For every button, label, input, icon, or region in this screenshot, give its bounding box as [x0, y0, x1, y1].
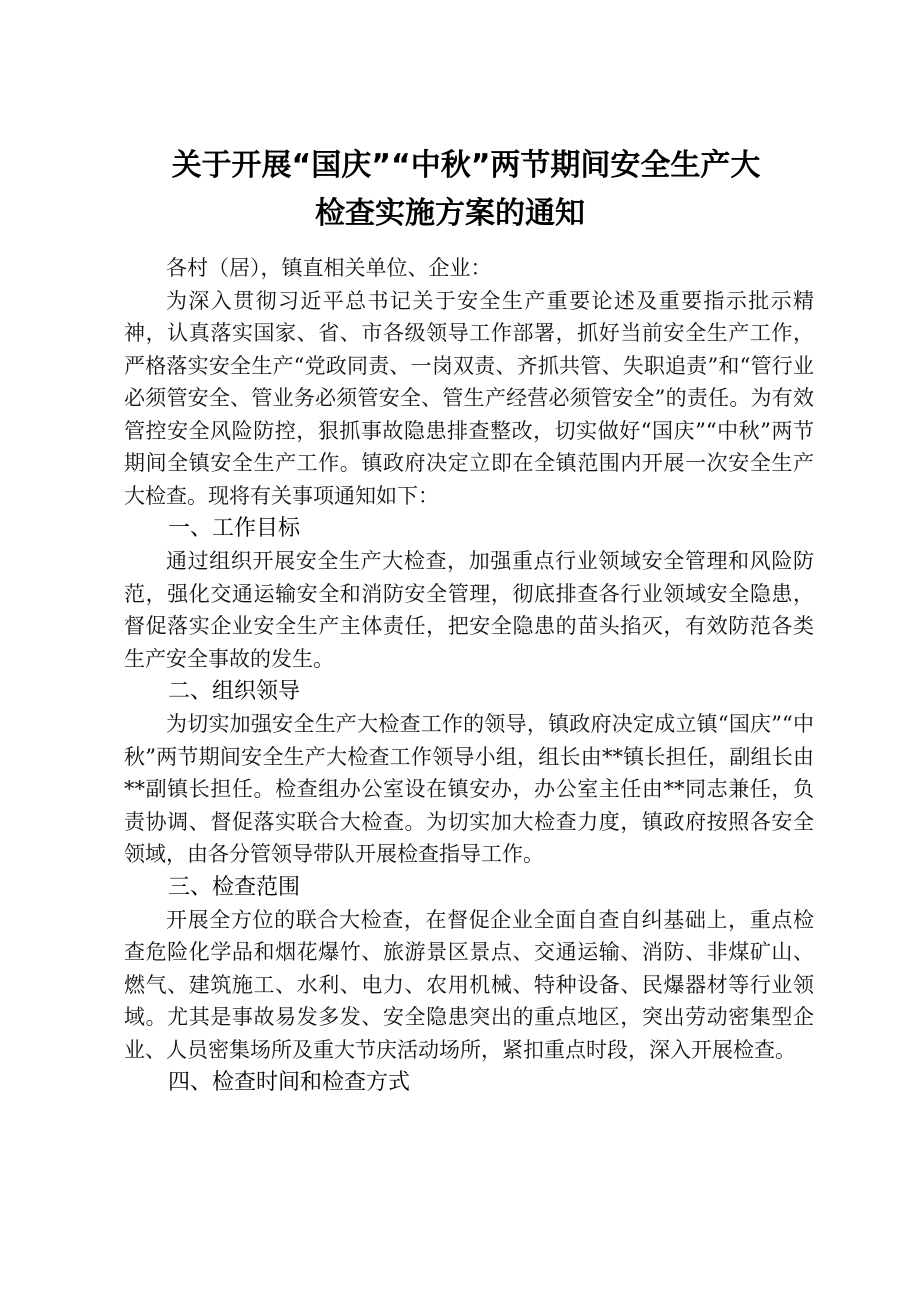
document-title-line-1: 关于开展“国庆”“中秋”两节期间安全生产大	[171, 148, 761, 183]
section-paragraph-1: 通过组织开展安全生产大检查，加强重点行业领域安全管理和风险防范，强化交通运输安全和消防安全管理，彻底排查各行业领域安全隐患，督促落实企业安全生产主体责任，把安全隐患的苗头掐灭，有效防范各类生产安全事故的发生。	[124, 549, 814, 671]
section-paragraph-3: 开展全方位的联合大检查，在督促企业全面自查自纠基础上，重点检查危险化学品和烟花爆竹、旅游景区景点、交通运输、消防、非煤矿山、燃气、建筑施工、水利、电力、农用机械、特种设备、民爆器材等行业领域。尤其是事故易发多发、安全隐患突出的重点地区，突出劳动密集型企业、人员密集场所及重大节庆活动场所，紧扣重点时段，深入开展检查。	[124, 907, 814, 1062]
section-paragraph-2: 为切实加强安全生产大检查工作的领导，镇政府决定成立镇“国庆”“中秋”两节期间安全生产大检查工作领导小组，组长由**镇长担任，副组长由**副镇长担任。检查组办公室设在镇安办，办公室主任由**同志兼任，负责协调、督促落实联合大检查。为切实加大检查力度，镇政府按照各安全领域，由各分管领导带队开展检查指导工作。	[124, 712, 814, 866]
section-heading-1: 一、工作目标	[168, 516, 301, 541]
document-body	[124, 252, 814, 1099]
section-heading-3: 三、检查范围	[168, 874, 301, 900]
section-heading-2: 二、组织领导	[168, 679, 301, 704]
document-title-line-2: 检查实施方案的通知	[315, 196, 585, 231]
section-heading-4: 四、检查时间和检查方式	[168, 1070, 411, 1095]
salutation: 各村（居），镇直相关单位、企业：	[166, 256, 492, 280]
intro-paragraph: 为深入贯彻习近平总书记关于安全生产重要论述及重要指示批示精神，认真落实国家、省、市各级领导工作部署，抓好当前安全生产工作，严格落实安全生产“党政同责、一岗双责、齐抓共管、失职追责”和“管行业必须管安全、管业务必须管安全、管生产经营必须管安全”的责任。为有效管控安全风险防控，狠抓事故隐患排查整改，切实做好“国庆”“中秋”两节期间全镇安全生产工作。镇政府决定立即在全镇范围内开展一次安全生产大检查。现将有关事项通知如下：	[124, 288, 814, 508]
